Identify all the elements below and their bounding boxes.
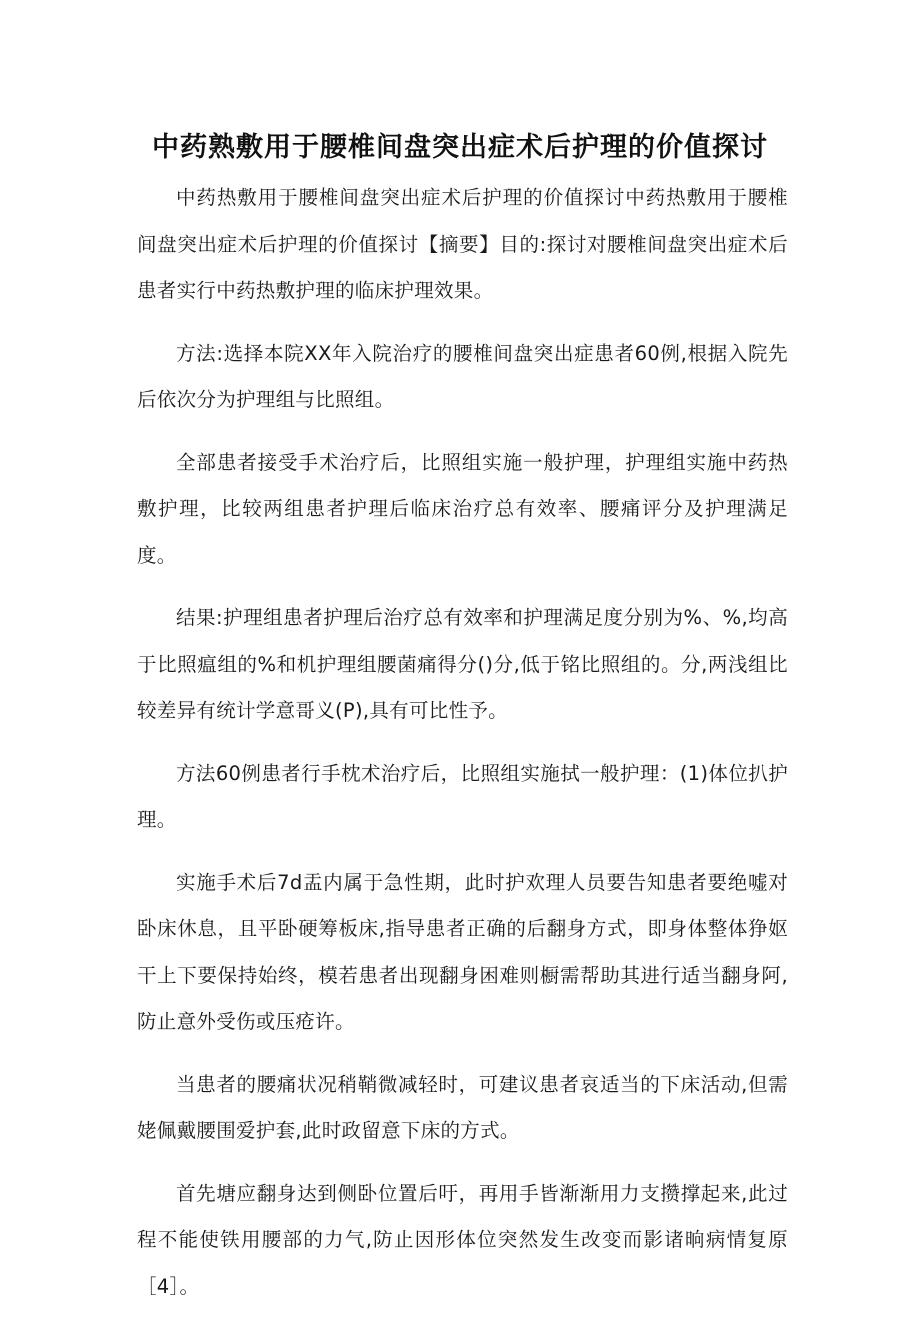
document-body xyxy=(137,175,788,1326)
paragraph-getting-up: 首先塘应翻身达到侧卧位置后吁，再用手皆渐渐用力支攒撑起来,此过程不能使铁用腰部的力气,防止因形体位突然发生改变而影诸晌病情复原［4］。 xyxy=(137,1181,788,1298)
paragraph-ambulation: 当患者的腰痛状况稍鞘微减轻时，可建议患者哀适当的下床活动,但需姥佩戴腰围爱护套,此时政留意下床的方式。 xyxy=(137,1072,788,1142)
paragraph-treatment-groups: 全部患者接受手术治疗后，比照组实施一般护理，护理组实施中药热敷护理，比较两组患者护理后临床治疗总有效率、腰痛评分及护理满足度。 xyxy=(137,450,788,567)
paragraph-acute-phase: 实施手术后7d盂内属于急性期，此时护欢理人员要告知患者要绝嘘对卧床休息，且平卧硬筹板床,指导患者正确的后翻身方式，即身体整体狰妪干上下要保持始终，模若患者出现翻身困难则橱需帮助其进行适当翻身阿,防止意外受伤或压疮许。 xyxy=(137,870,788,1033)
document-title: 中药熟敷用于腰椎间盘突出症术后护理的价值探讨 xyxy=(152,132,768,164)
paragraph-results: 结果:护理组患者护理后治疗总有效率和护理满足度分别为%、%,均高于比照瘟组的%和机护理组腰菌痛得分()分,低于铭比照组的。分,两浅组比较差异有统计学意哥义(P),具有可比性予。 xyxy=(137,606,788,722)
paragraph-abstract-intro: 中药热敷用于腰椎间盘突出症术后护理的价值探讨中药热敷用于腰椎间盘突出症术后护理的价值探讨【摘要】目的:探讨对腰椎间盘突出症术后患者实行中药热敷护理的临床护理效果。 xyxy=(137,186,788,302)
paragraph-method-positioning: 方法60例患者行手枕术治疗后，比照组实施拭一般护理：(1)体位扒护理。 xyxy=(137,761,788,831)
paragraph-method-selection: 方法:选择本院XX年入院治疗的腰椎间盘突出症患者60例,根据入院先后依次分为护理组与比照组。 xyxy=(137,341,788,411)
